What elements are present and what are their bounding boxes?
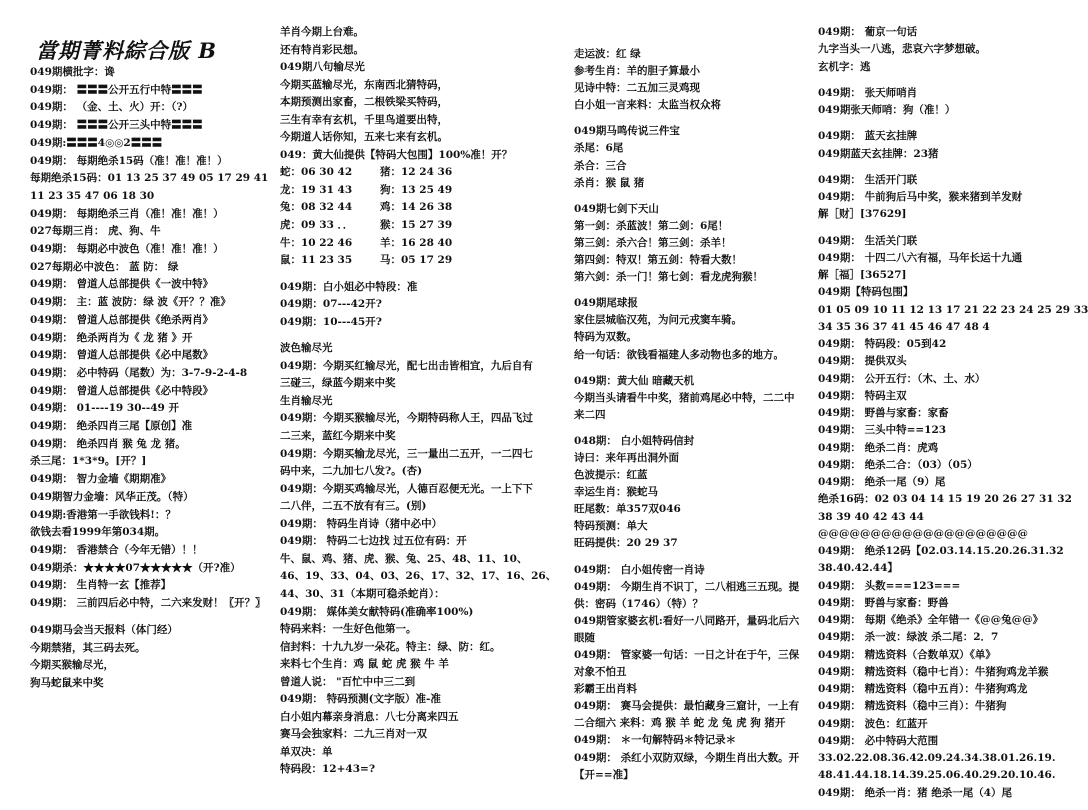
text-line: 走运波：红 绿: [574, 48, 641, 60]
text-line: 049期：今期买红输尽光，配七出击皆相宜，九后自有: [280, 359, 533, 372]
text-line: 今期道人话你知，五来七来有玄机。: [280, 131, 448, 144]
text-line: 第三剑：杀六合！第三剑：杀羊！: [574, 236, 732, 249]
spacer: [574, 424, 810, 433]
text-line: 049期： 必中特码（尾数）为：3-7-9-2-4-8: [30, 366, 248, 379]
text-line: 旺码提供：20 29 37: [574, 537, 678, 550]
text-line: 特码段：12+43=?: [280, 763, 375, 776]
column-3-lines: [574, 46, 810, 784]
text-line: 码中来，二九加七八发?。(杏): [280, 465, 423, 478]
column-2-top-lines: [280, 24, 548, 164]
table-cell: 鸡：14 26 38: [380, 201, 453, 214]
text-line: 049期： 提供双头: [818, 355, 907, 368]
table-cell: 牛：10 22 46: [280, 236, 353, 249]
text-line: 第一剑：杀蓝波！第二剑：6尾！: [574, 219, 729, 232]
text-line: 049期：今期买猴输尽光，今期特码称人王，四品飞过: [280, 412, 533, 425]
text-line: 049期： 智力金墙《期期准》: [30, 473, 172, 486]
text-line: 049期： 媒体美女献特码(准确率100%): [280, 605, 474, 618]
text-line: 049期： 曾道人总部提供《一波中特》: [30, 278, 214, 291]
text-line: 049期： 〓〓〓公开三头中特〓〓〓: [30, 119, 203, 132]
text-line: 曾道人说： "百忙中中三二到: [280, 675, 416, 688]
text-line: 049期： 每期《绝杀》全年错一《@@兔@@》: [818, 614, 1044, 626]
text-line: 杀肖：猴 鼠 猪: [574, 176, 645, 189]
spacer: [818, 119, 1080, 128]
table-cell: 鼠：11 23 35: [280, 254, 353, 267]
column-4-lines: [818, 24, 1088, 802]
table-cell: 猪：12 24 36: [380, 166, 453, 179]
text-line: 027每期三肖： 虎、狗、牛: [30, 225, 161, 238]
table-cell: 狗：13 25 49: [380, 183, 453, 196]
text-line: 来二四: [574, 408, 606, 421]
text-line: 波色输尽光: [280, 342, 333, 355]
spacer: [574, 364, 810, 373]
text-line: 供：密码（1746）（特）？: [574, 597, 703, 610]
text-line: 049期马会当天报料（体门经）: [30, 623, 178, 636]
spacer: [574, 553, 810, 562]
text-line: 今期禁猪，其三码去死。: [30, 641, 146, 654]
text-line: 049期： 白小姐传密一肖诗: [574, 563, 705, 576]
text-line: 049期： 特码主双: [818, 389, 907, 402]
table-cell: 猴：15 27 39: [380, 219, 453, 232]
text-line: 049期： 十四二八六有福，马年长运十九通: [818, 251, 1023, 264]
text-line: 特码预测：单大: [574, 520, 648, 533]
text-line: 049期： 曾道人总部提供《必中特段》: [30, 384, 214, 397]
column-1-lines: [30, 64, 270, 693]
text-line: 色波提示：红蓝: [574, 469, 648, 482]
text-line: 049期： 绝杀一肖：猪 绝杀一尾（4）尾: [818, 786, 1013, 799]
text-line: 牛、鼠、鸡、猪、虎、猴、兔、25、48、11、10、: [280, 552, 528, 565]
text-line: 049期【特码包围】: [818, 286, 914, 299]
text-line: 九字当头一八逃，悲哀六字梦想破。: [818, 43, 986, 56]
text-line: 049期： 绝杀一尾（9）尾: [818, 476, 946, 488]
text-line: 诗曰：来年再出洞外面: [574, 451, 679, 464]
text-line: 049期：10---45开?: [280, 315, 382, 328]
text-line: 049期： 三头中特==123: [818, 424, 947, 437]
spacer: [574, 192, 810, 201]
text-line: 049期： 01----19 30--49 开: [30, 402, 179, 415]
text-line: 参考生肖：羊的胆子算最小: [574, 65, 700, 78]
text-line: 049期： 张天师哨肖: [818, 86, 918, 99]
text-line: 眼随: [574, 631, 595, 644]
text-line: 049期： 头数===123===: [818, 579, 961, 592]
text-line: 玄机字：逃: [818, 60, 871, 73]
text-line: 羊肖今期上台难。: [280, 26, 364, 38]
table-cell: 蛇：06 30 42: [280, 166, 353, 179]
text-line: 二三来，蓝红今期来中奖: [280, 430, 396, 443]
spacer: [280, 331, 548, 340]
text-line: 049期：白小姐必中特段：准: [280, 280, 418, 293]
text-line: 杀尾：6尾: [574, 142, 624, 155]
text-line: 049期：今期买鸡输尽光，人德百忍便无光。一上下下: [280, 482, 533, 495]
column-2: [280, 24, 557, 788]
text-line: 049期： 精选资料（稳中五肖）：牛猪狗鸡龙: [818, 683, 1028, 695]
text-line: 绝杀16码：02 03 04 14 15 19 20 26 27 31 32: [818, 493, 1072, 506]
text-line: 11 23 35 47 06 18 30: [30, 189, 155, 202]
text-line: 049期蓝天玄挂牌：23猪: [818, 147, 939, 160]
text-line: 信封料：十九九岁一朵花。特主：绿、防：红。: [280, 640, 501, 653]
text-line: 白小姐内幕亲身消息：八七分离来四五: [280, 710, 459, 723]
table-cell: 马：05 17 29: [380, 254, 453, 267]
text-line: 38 39 40 42 43 44: [818, 510, 924, 523]
text-line: 049期： 公开五行：（木、土、水）: [818, 372, 986, 385]
text-line: 049期：今期买输龙尽光，三一量出二五开，一二四七: [280, 447, 533, 460]
text-line: 049期： 生肖特一玄【推荐】: [30, 579, 172, 592]
text-line: 46、19、33、04、03、26、17、32、17、16、26、: [280, 570, 557, 583]
text-line: 三生有幸有玄机，千里鸟道要出特，: [280, 113, 448, 126]
text-line: 二合细六 来料：鸡 猴 羊 蛇 龙 兔 虎 狗 猪开: [574, 717, 786, 730]
text-line: 狗马蛇鼠来中奖: [30, 676, 104, 689]
text-line: 049期： 管家婆一句话：一日之计在于午，三保: [574, 649, 800, 661]
text-line: 049期： 主：蓝 波防：绿 波《开？？准》: [30, 296, 231, 309]
text-line: 见诗中特：二五加三灵鸡现: [574, 82, 700, 95]
text-line: 049期智力金墙：风华正茂。（特）: [30, 490, 194, 503]
text-line: 048期： 白小姐特码信封: [574, 434, 695, 447]
text-line: 解［福］[36527]: [818, 269, 907, 281]
column-1: [30, 38, 270, 802]
text-line: 049期： 三前四后必中特，二六来发财！〖开？〗: [30, 597, 266, 610]
text-line: 049期马鸣传说三件宝: [574, 125, 680, 138]
text-line: 049期： 生活开门联: [818, 173, 918, 186]
column-4: [818, 24, 1088, 799]
text-line: 44、30、31（本期可稳杀蛇肖）：: [280, 587, 445, 600]
text-line: 049期： 牛前狗后马中奖，猴来猪到羊发财: [818, 191, 1023, 203]
text-line: 049期尾球报: [574, 297, 638, 310]
text-line: 049期： 葡京一句话: [818, 26, 918, 38]
text-line: 今期买蓝输尽光，东南西北猜特码，: [280, 78, 448, 91]
text-line: 049期八句输尽光: [280, 61, 365, 74]
spacer: [30, 613, 270, 622]
text-line: @@@@@@@@@@@@@@@@@@@@: [818, 527, 1028, 540]
text-line: 049期： 杀红小双防双绿，今期生肖出大数。开: [574, 751, 800, 764]
text-line: 01 05 09 10 11 12 13 17 21 22 23 24 25 29 33: [818, 303, 1088, 316]
text-line: 特码来料：一生好色他第一。: [280, 623, 417, 636]
text-line: 解［财］[37629]: [818, 208, 907, 221]
text-line: 049期杀：★★★★07★★★★★（开?准）: [30, 561, 241, 574]
text-line: 049期： 杀一波：绿波 杀二尾：2．7: [818, 631, 999, 644]
text-line: 还有特肖彩民想。: [280, 43, 364, 56]
text-line: 049期张天师哨：狗（准！）: [818, 104, 956, 116]
spacer: [574, 286, 810, 295]
text-line: 赛马会独家料：二九三肖对一双: [280, 728, 427, 741]
text-line: 049期： 野兽与家畜：家畜: [818, 407, 949, 419]
text-line: 旺尾数：单357双046: [574, 503, 681, 516]
text-line: 049期： 精选资料（稳中七肖）：牛猪狗鸡龙羊猴: [818, 665, 1049, 678]
text-line: 049期管家婆玄机:看好一八同路开，量码北后六: [574, 614, 800, 627]
text-line: 049期： 绝杀四肖 猴 兔 龙 猪。: [30, 437, 186, 450]
text-line: 049期： （金、土、火）开：（?）: [30, 101, 193, 114]
text-line: 049期： 香港禁合（今年无错）！！: [30, 543, 203, 556]
text-line: 049期： 绝杀两肖为《 龙 猪 》开: [30, 331, 193, 344]
text-line: 彩霸王出肖料: [574, 683, 637, 696]
text-line: 049期： 精选资料（稳中三肖）：牛猪狗: [818, 700, 1007, 713]
text-line: 今期当头请看牛中奖，猪前鸡尾必中特，二二中: [574, 391, 795, 404]
text-line: 049期：07---42开?: [280, 298, 382, 311]
text-line: 白小姐一言来料：太监当权众将: [574, 99, 721, 112]
text-line: 38.40.42.44】: [818, 562, 898, 575]
text-line: 家住层城临汉苑，为问元戎窦车骑。: [574, 314, 742, 327]
text-line: 049期： 〓〓〓公开五行中特〓〓〓: [30, 83, 203, 96]
text-line: 第六剑：杀一门！第七剑：看龙虎狗猴！: [574, 271, 763, 284]
text-line: 049期： 每期绝杀15码（准！准！准！）: [30, 154, 228, 167]
text-line: 每期绝杀15码：01 13 25 37 49 05 17 29 41: [30, 172, 269, 185]
spacer: [818, 163, 1080, 172]
text-line: 二八伴，二五不放有有三。(别): [280, 500, 427, 513]
text-line: 34 35 36 37 41 45 46 47 48 4: [818, 320, 990, 333]
text-line: 049期： 赛马会提供：最怕藏身三窟计，一上有: [574, 700, 800, 713]
text-line: 单双决：单: [280, 745, 333, 758]
text-line: 049期： ＊一句解特码＊特记录＊: [574, 734, 737, 747]
text-line: 049期： 波色：红蓝开: [818, 717, 928, 730]
text-line: 049期横批字：谗: [30, 66, 115, 78]
text-line: 049期： 野兽与家畜：野兽: [818, 596, 949, 609]
text-line: 049期： 精选资料（合数单双）《单》: [818, 648, 996, 661]
text-line: 049：黄大仙提供【特码大包围】100%准！开？: [280, 148, 513, 161]
text-line: 049期:香港第一手欲钱料!：？: [30, 508, 176, 521]
text-line: 049期： 特码预测(文字版）准-准: [280, 693, 441, 706]
text-line: 049期： 绝杀四肖三尾【原创】准: [30, 420, 193, 433]
text-line: 049期： 每期必中波色（准！准！准！）: [30, 243, 224, 256]
text-line: 049期： 蓝天玄挂牌: [818, 130, 918, 143]
text-line: 049期：黄大仙 暗藏天机: [574, 374, 695, 387]
spacer: [818, 76, 1080, 85]
zodiac-number-table: [280, 164, 548, 269]
column-3: [574, 46, 810, 810]
text-line: 049期： 特码二七边找 过五位有码：开: [280, 535, 467, 548]
text-line: 049期： 曾道人总部提供《绝杀两肖》: [30, 313, 214, 326]
text-line: 049期： 每期绝杀三肖（准！准！准！）: [30, 207, 224, 220]
column-2-bottom-lines: [280, 279, 557, 779]
text-line: 杀三尾：1*3*9。[开？]: [30, 455, 147, 468]
text-line: 给一句话：欲钱看福建人多动物也多的地方。: [574, 348, 784, 361]
text-line: 【开==准】: [574, 768, 634, 781]
text-line: 特码为双数。: [574, 331, 637, 344]
text-line: 049期： 生活关门联: [818, 234, 918, 247]
text-line: 049期： 曾道人总部提供《必中尾数》: [30, 349, 214, 362]
text-line: 第四剑：特双！第五剑：特看大数！: [574, 254, 742, 267]
text-line: 三碰三，绿蓝今期来中奖: [280, 377, 396, 390]
text-line: 欲钱去看1999年第034期。: [30, 526, 166, 539]
text-line: 049期： 今期生肖不识丁，二八相逃三五现。提: [574, 580, 800, 593]
text-line: 049期： 绝杀二合：（03）（05）: [818, 458, 978, 471]
text-line: 049期： 绝杀二肖：虎鸡: [818, 441, 939, 454]
text-line: 今期买猴输尽光，: [30, 659, 114, 672]
spacer: [574, 114, 810, 123]
text-line: 049期： 特码生肖诗（猪中必中）: [280, 517, 443, 530]
text-line: 027每期必中波色： 蓝 防： 绿: [30, 260, 179, 273]
table-cell: 虎：09 33 ．．: [280, 219, 354, 232]
text-line: 48.41.44.18.14.39.25.06.40.29.20.10.46.: [818, 769, 1056, 782]
text-line: 049期:〓〓〓4◎◎2〓〓〓: [30, 136, 163, 149]
text-line: 本期预测出家畜，二根铁梁买特码，: [280, 96, 448, 109]
spacer: [818, 224, 1080, 233]
table-cell: 龙：19 31 43: [280, 183, 353, 196]
text-line: 对象不怕丑: [574, 666, 627, 679]
text-line: 049期： 绝杀12码【02.03.14.15.20.26.31.32: [818, 545, 1064, 557]
text-line: 049期七剑下天山: [574, 202, 659, 215]
table-cell: 羊：16 28 40: [380, 236, 453, 249]
text-line: 来料七个生肖：鸡 鼠 蛇 虎 猴 牛 羊: [280, 658, 449, 671]
text-line: 杀合：三合: [574, 159, 627, 172]
text-line: 049期： 特码段：05到42: [818, 338, 947, 350]
text-line: 33.02.22.08.36.42.09.24.34.38.01.26.19.: [818, 752, 1056, 764]
text-line: 生肖输尽光: [280, 394, 333, 407]
text-line: 幸运生肖：猴蛇马: [574, 486, 658, 499]
table-cell: 兔：08 32 44: [280, 201, 353, 214]
page-title: 當期菁料綜合版 B: [36, 38, 218, 63]
text-line: 049期： 必中特码大范围: [818, 734, 939, 747]
